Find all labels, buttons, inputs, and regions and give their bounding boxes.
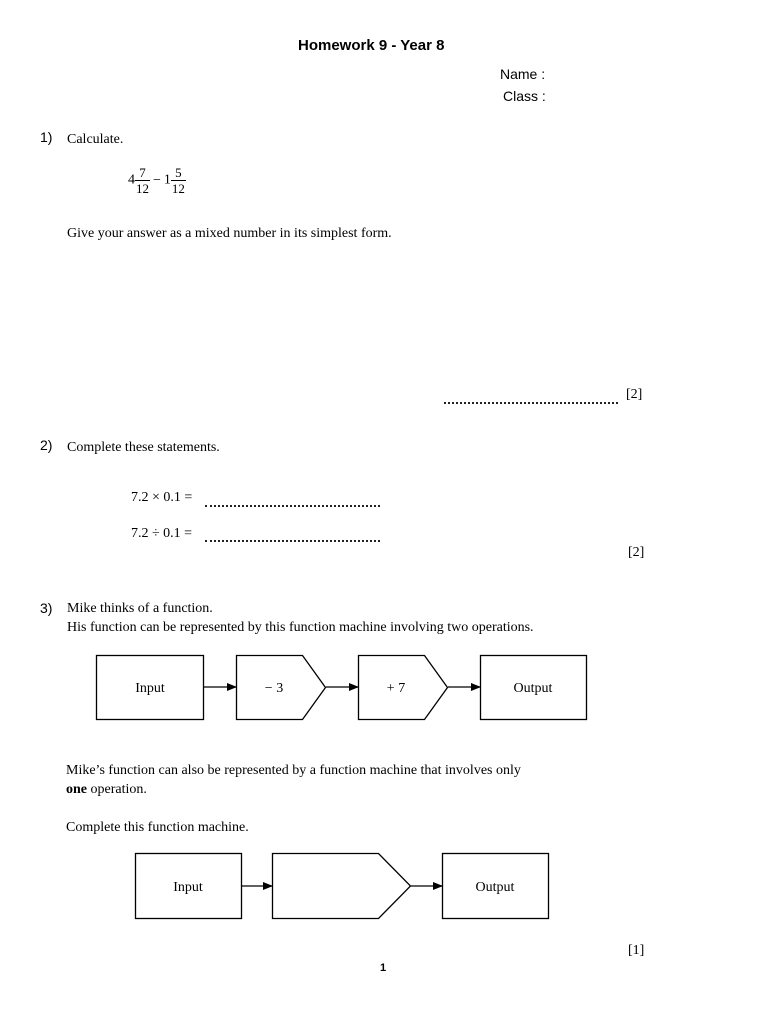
machine2-output-label: Output <box>475 880 515 895</box>
q2-statement-2: 7.2 ÷ 0.1 = <box>131 526 193 541</box>
q1-marks: [2] <box>626 387 643 402</box>
q2-statement-1: 7.2 × 0.1 = <box>131 490 193 505</box>
q3-marks: [1] <box>628 943 645 958</box>
machine2-operation-box[interactable] <box>273 854 411 919</box>
q2-marks: [2] <box>628 545 645 560</box>
q1-b-numerator: 5 <box>171 165 186 181</box>
page-number: 1 <box>380 962 387 974</box>
q2-prompt: Complete these statements. <box>67 440 220 455</box>
name-label: Name : <box>500 66 546 82</box>
q3-instruction: Complete this function machine. <box>66 820 249 835</box>
q1-b-denominator: 12 <box>171 181 185 196</box>
q1-operator: − <box>153 172 161 188</box>
q1-a-whole: 4 <box>128 172 135 188</box>
q1-number: 1) <box>40 129 53 145</box>
function-machine-1 <box>97 656 587 720</box>
q3-number: 3) <box>40 600 53 616</box>
q3-line-2: His function can be represented by this function machine involving two operations. <box>67 620 534 635</box>
q3-paragraph-part-2: operation. <box>87 782 147 797</box>
q1-a-denominator: 12 <box>136 181 149 196</box>
q3-paragraph-bold: one <box>66 782 87 797</box>
machine2-input-label: Input <box>173 880 203 895</box>
machine1-output-label: Output <box>513 681 553 696</box>
q1-a-numerator: 7 <box>135 165 150 181</box>
machine1-input-label: Input <box>135 681 165 696</box>
q3-paragraph-line-2 <box>66 780 147 799</box>
q3-paragraph <box>66 761 521 780</box>
q2-number: 2) <box>40 437 53 453</box>
machine1-operation-2: + 7 <box>386 681 406 696</box>
q1-prompt: Calculate. <box>67 132 124 147</box>
function-machine-2 <box>136 854 549 919</box>
q3-line-1: Mike thinks of a function. <box>67 601 213 616</box>
page-title: Homework 9 - Year 8 <box>298 37 445 54</box>
machine1-operation-1: − 3 <box>264 681 284 696</box>
q1-instruction: Give your answer as a mixed number in its simplest form. <box>67 226 392 241</box>
q1-b-whole: 1 <box>163 172 171 188</box>
class-label: Class : <box>503 88 546 104</box>
q3-paragraph-part-1: Mike’s function can also be represented by a function machine that involves only <box>66 763 521 778</box>
